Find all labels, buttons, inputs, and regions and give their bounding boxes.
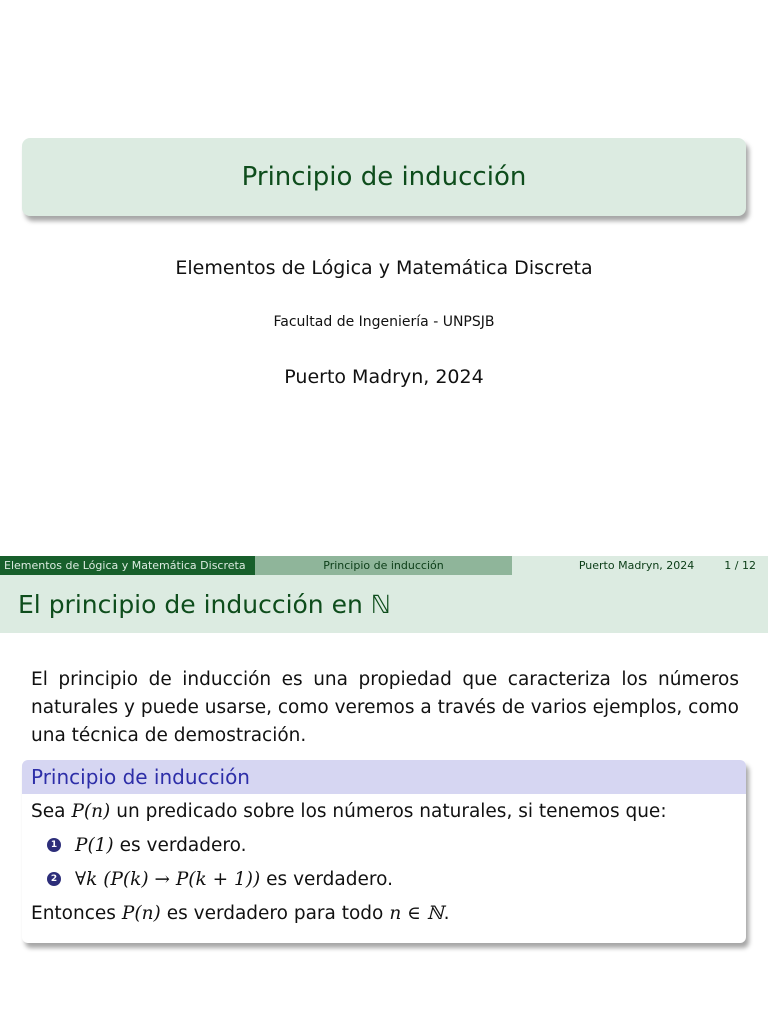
item-text: es verdadero. <box>266 868 393 890</box>
premise-pre: Sea <box>31 800 66 822</box>
block-title-bar <box>22 760 746 794</box>
conclusion-pre: Entonces <box>31 902 116 924</box>
institute: Facultad de Ingeniería - UNPSJB <box>273 314 495 330</box>
item-text: es verdadero. <box>119 834 247 856</box>
footline-right <box>512 556 768 575</box>
conclusion-post: . <box>443 902 450 924</box>
presentation-title: Principio de inducción <box>241 162 527 192</box>
block-conclusion <box>31 896 746 930</box>
premise-math: P(n) <box>71 800 111 822</box>
premise-post: un predicado sobre los números naturales, si tenemos que: <box>116 800 667 822</box>
enumerate-bullet: 2 <box>47 872 61 886</box>
list-item <box>31 828 746 862</box>
frame-title-bar <box>0 575 768 633</box>
conclusion-math-1: P(n) <box>121 902 161 924</box>
footline-title: Principio de inducción <box>255 556 512 575</box>
title-box <box>22 138 746 216</box>
conclusion-math-2: n ∈ ℕ <box>389 902 444 924</box>
conclusion-mid: es verdadero para todo <box>166 902 384 924</box>
list-item <box>31 862 746 896</box>
item-math: P(1) <box>75 834 114 856</box>
page-number: 1 / 12 <box>724 559 756 572</box>
item-math: ∀k (P(k) → P(k + 1)) <box>75 868 261 890</box>
block-title: Principio de inducción <box>31 765 250 789</box>
intro-paragraph: El principio de inducción es una propiedad que caracteriza los números naturales y puede usarse, como veremos a través de varios ejemplos, como una técnica de demostración. <box>31 669 739 746</box>
footline <box>0 556 768 575</box>
block-body <box>22 794 746 930</box>
presentation-date: Puerto Madryn, 2024 <box>284 366 484 388</box>
footline-course: Elementos de Lógica y Matemática Discreta <box>0 556 255 575</box>
block-premise <box>31 794 746 828</box>
enumerate-bullet: 1 <box>47 838 61 852</box>
frame-title: El principio de inducción en ℕ <box>18 589 391 619</box>
presentation-subtitle: Elementos de Lógica y Matemática Discreta <box>175 257 593 279</box>
footline-date: Puerto Madryn, 2024 <box>578 559 695 572</box>
theorem-block <box>22 760 746 943</box>
